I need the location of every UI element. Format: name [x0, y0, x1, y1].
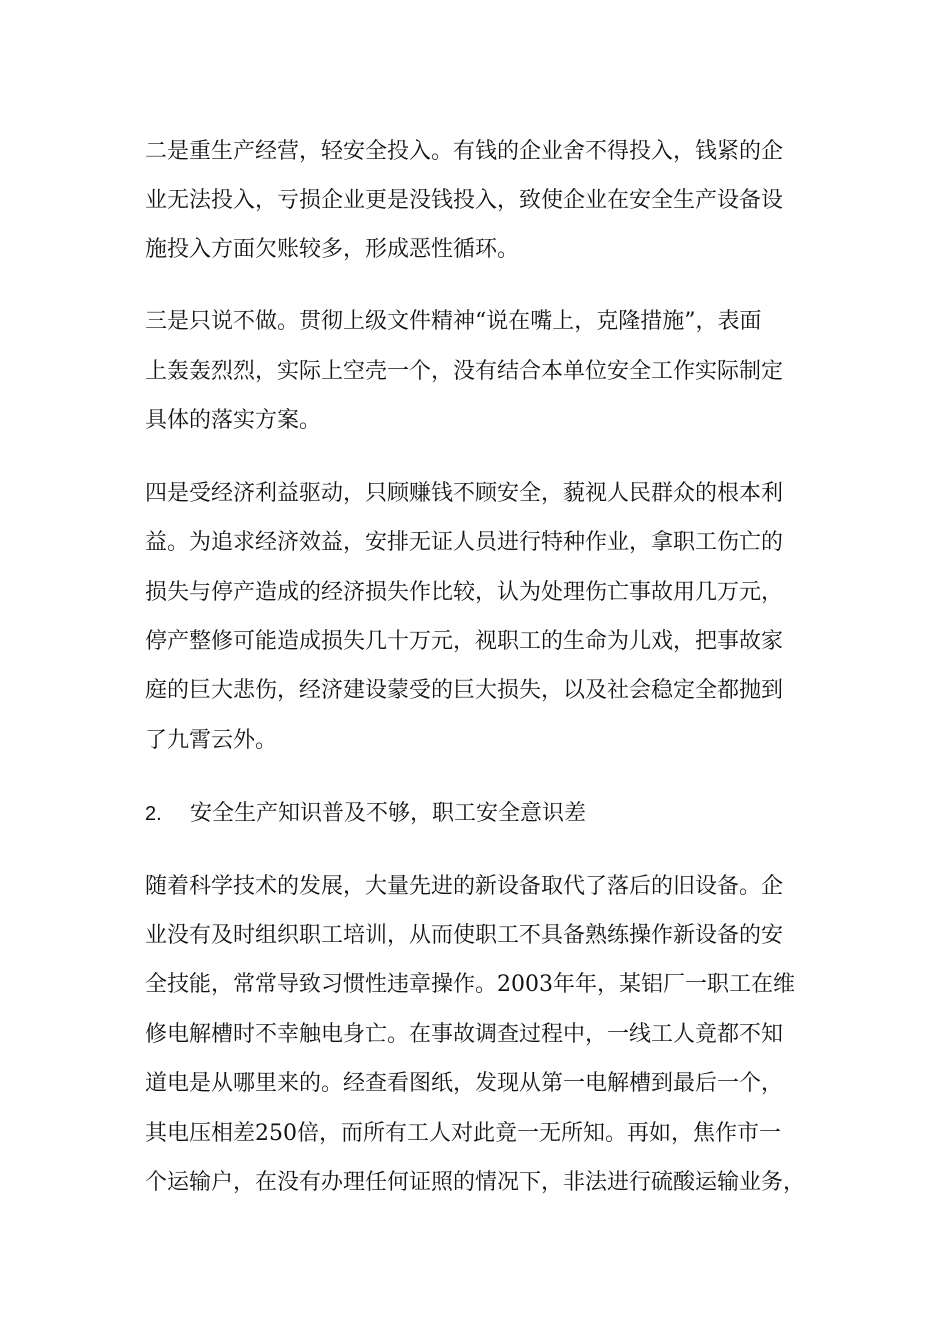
paragraph-4-line-3: 全技能，常常导致习惯性违章操作。2003年年，某铝厂一职工在维 [145, 972, 795, 997]
paragraph-3-line-4: 停产整修可能造成损失几十万元，视职工的生命为儿戏，把事故家 [145, 629, 784, 654]
paragraph-4-line-6: 其电压相差250倍，而所有工人对此竟一无所知。再如，焦作市一 [145, 1121, 781, 1146]
paragraph-1-line-2: 业无法投入，亏损企业更是没钱投入，致使企业在安全生产设备设 [145, 188, 784, 213]
paragraph-3-line-5: 庭的巨大悲伤，经济建设蒙受的巨大损失，以及社会稳定全都抛到 [145, 678, 784, 703]
paragraph-2-line-3: 具体的落实方案。 [145, 408, 322, 433]
paragraph-4-line-7: 个运输户，在没有办理任何证照的情况下，非法进行硫酸运输业务， [145, 1170, 806, 1195]
paragraph-2-line-2: 上轰轰烈烈，实际上空壳一个，没有结合本单位安全工作实际制定 [145, 359, 784, 384]
paragraph-4-line-5: 道电是从哪里来的。经查看图纸，发现从第一电解槽到最后一个， [145, 1071, 784, 1096]
paragraph-2-line-1: 三是只说不做。贯彻上级文件精神“说在嘴上，克隆措施”，表面 [145, 309, 762, 334]
paragraph-4-line-4: 修电解槽时不幸触电身亡。在事故调查过程中，一线工人竟都不知 [145, 1022, 784, 1047]
paragraph-4-line-2: 业没有及时组织职工培训，从而使职工不具备熟练操作新设备的安 [145, 923, 784, 948]
paragraph-3-line-2: 益。为追求经济效益，安排无证人员进行特种作业，拿职工伤亡的 [145, 530, 784, 555]
paragraph-3-line-6: 了九霄云外。 [145, 728, 278, 753]
paragraph-3-line-1: 四是受经济利益驱动，只顾赚钱不顾安全，藐视人民群众的根本利 [145, 481, 784, 506]
paragraph-4-line-1: 随着科学技术的发展，大量先进的新设备取代了落后的旧设备。企 [145, 874, 784, 899]
section-heading-number: 2. [145, 803, 162, 825]
paragraph-1-line-3: 施投入方面欠账较多，形成恶性循环。 [145, 237, 520, 262]
paragraph-3-line-3: 损失与停产造成的经济损失作比较，认为处理伤亡事故用几万元， [145, 580, 784, 605]
paragraph-1-line-1: 二是重生产经营，轻安全投入。有钱的企业舍不得投入，钱紧的企 [145, 139, 784, 164]
section-heading-text: 安全生产知识普及不够，职工安全意识差 [190, 801, 587, 826]
